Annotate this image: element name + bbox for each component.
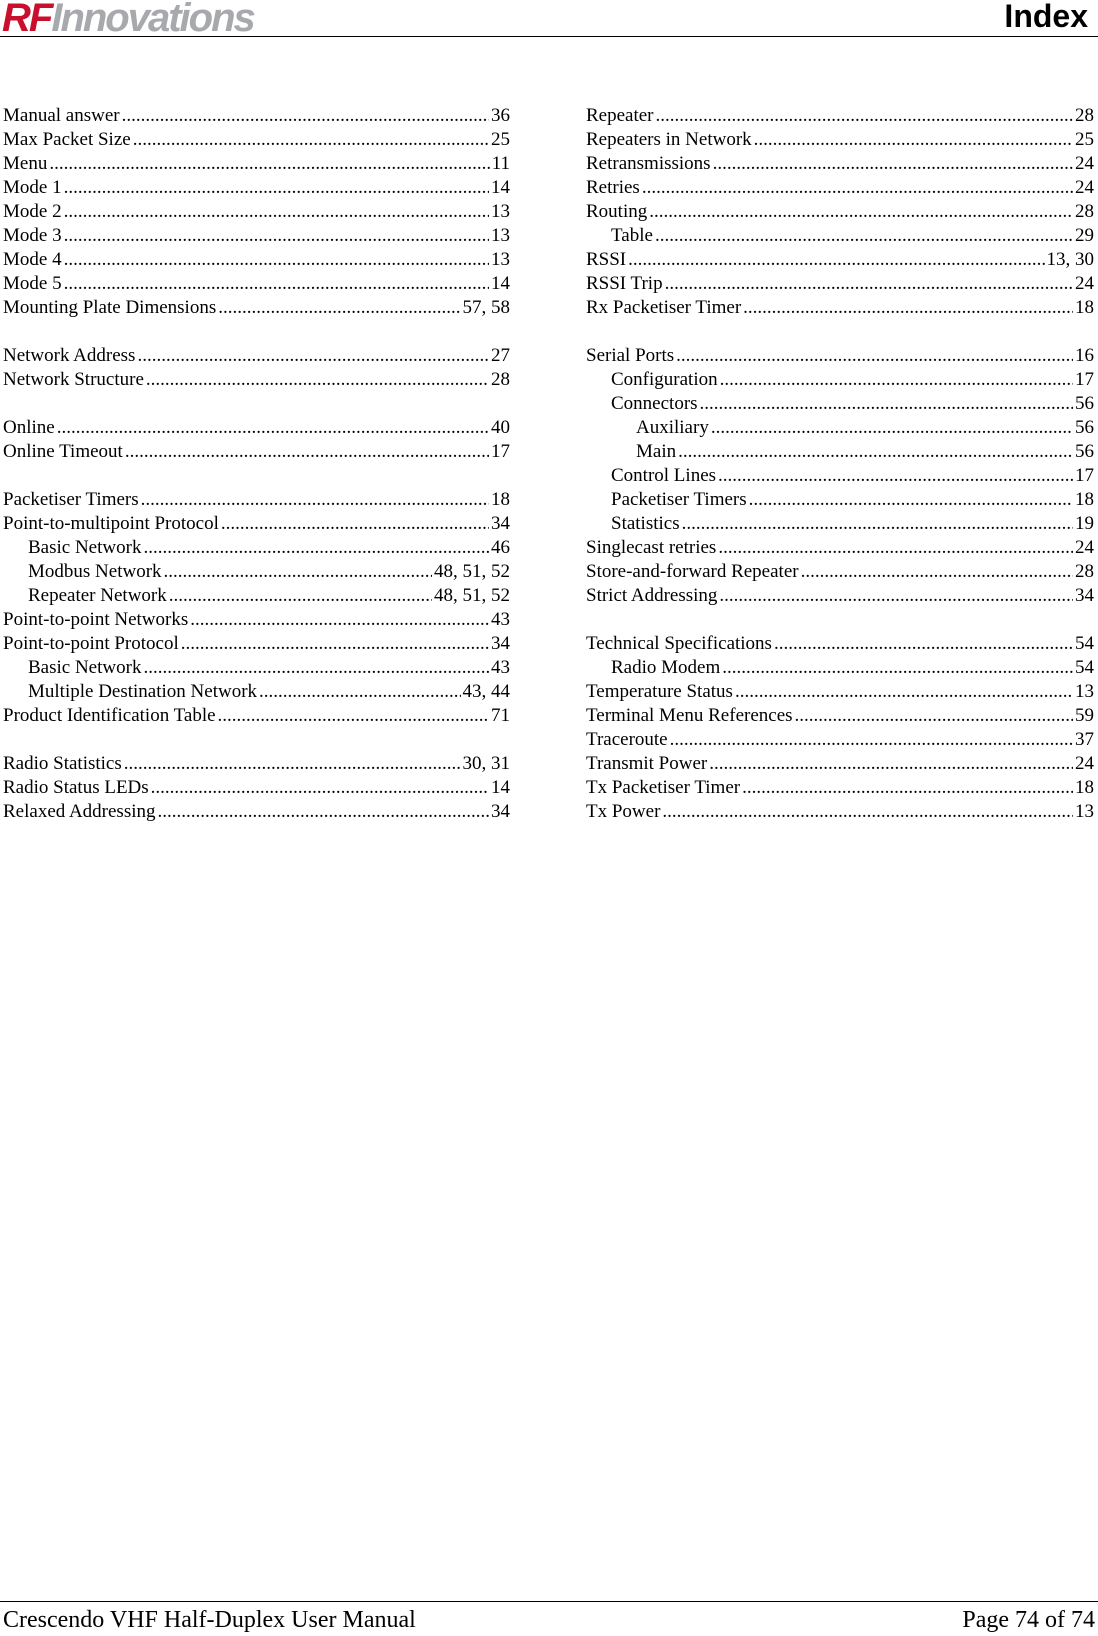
index-term: Mode 2 [3,201,62,222]
index-term: Table [611,225,653,246]
index-page-numbers: 24 [1075,753,1094,774]
index-subentry [3,584,510,608]
index-page-numbers: 16 [1075,345,1094,366]
index-entry [586,752,1094,776]
dot-leader [735,680,1073,704]
dot-leader [133,128,489,152]
dot-leader [795,704,1073,728]
dot-leader [656,104,1073,128]
index-term: Multiple Destination Network [28,681,258,702]
index-page-numbers: 13 [1075,681,1094,702]
index-entry [586,296,1094,320]
dot-leader [670,728,1073,752]
dot-leader [151,776,489,800]
index-term: Point-to-multipoint Protocol [3,513,219,534]
index-entry [3,176,510,200]
index-term: Store-and-forward Repeater [586,561,799,582]
index-term: RSSI Trip [586,273,663,294]
dot-leader [628,248,1044,272]
dot-leader [143,656,489,680]
dot-leader [711,416,1073,440]
index-page-numbers: 14 [491,273,510,294]
index-subentry [586,488,1094,512]
dot-leader [218,296,460,320]
index-entry [3,704,510,728]
index-entry [586,248,1094,272]
index-page-numbers: 19 [1075,513,1094,534]
index-page-numbers: 46 [491,537,510,558]
index-page-numbers: 57, 58 [462,297,510,318]
index-page-numbers: 40 [491,417,510,438]
dot-leader [124,752,461,776]
index-page-numbers: 43 [491,657,510,678]
dot-leader [742,776,1073,800]
index-term: Traceroute [586,729,668,750]
index-term: Menu [3,153,48,174]
dot-leader [713,152,1073,176]
index-term: Basic Network [28,657,142,678]
index-entry [586,176,1094,200]
dot-leader [649,200,1073,224]
index-subentry [3,656,510,680]
index-page-numbers: 17 [491,441,510,462]
dot-leader [125,440,489,464]
dot-leader [678,440,1073,464]
index-subentry [586,416,1094,440]
index-term: Technical Specifications [586,633,772,654]
dot-leader [749,488,1073,512]
index-entry [3,632,510,656]
dot-leader [665,272,1073,296]
index-subentry [3,680,510,704]
index-subentry [586,512,1094,536]
index-term: Mode 5 [3,273,62,294]
index-entry [3,800,510,824]
index-term: Repeaters in Network [586,129,752,150]
index-page-numbers: 30, 31 [462,753,510,774]
index-term: Singlecast retries [586,537,717,558]
index-column-right [586,104,1094,824]
index-term: Mode 3 [3,225,62,246]
dot-leader [720,368,1073,392]
dot-leader [181,632,489,656]
index-page-numbers: 25 [1075,129,1094,150]
index-term: Transmit Power [586,753,708,774]
dot-leader [190,608,489,632]
index-page-numbers: 18 [1075,297,1094,318]
index-entry [3,224,510,248]
index-page-numbers: 56 [1075,393,1094,414]
dot-leader [719,584,1073,608]
dot-leader [169,584,432,608]
dot-leader [218,704,489,728]
index-page-numbers: 48, 51, 52 [434,585,510,606]
index-term: Retries [586,177,640,198]
dot-leader [122,104,489,128]
index-page-numbers: 56 [1075,441,1094,462]
index-term: Point-to-point Networks [3,609,189,630]
dot-leader [754,128,1073,152]
index-term: Temperature Status [586,681,733,702]
index-term: Routing [586,201,648,222]
index-page-numbers: 13 [1075,801,1094,822]
index-page-numbers: 13 [491,249,510,270]
rf-innovations-logo [2,0,254,40]
index-page-numbers: 24 [1075,537,1094,558]
index-term: Max Packet Size [3,129,131,150]
index-page-numbers: 11 [491,153,510,174]
index-subentry [586,440,1094,464]
index-term: Repeater Network [28,585,167,606]
index-entry [586,344,1094,368]
index-term: Online [3,417,55,438]
index-page-numbers: 34 [491,801,510,822]
dot-leader [64,248,489,272]
index-term: Retransmissions [586,153,711,174]
dot-leader [259,680,460,704]
index-page-numbers: 34 [491,513,510,534]
index-entry [3,416,510,440]
dot-leader [642,176,1073,200]
page-header [0,0,1098,40]
index-term: Tx Power [586,801,661,822]
index-page-numbers: 18 [491,489,510,510]
index-page-numbers: 18 [1075,777,1094,798]
index-term: Radio Statistics [3,753,122,774]
dot-leader [718,536,1073,560]
index-term: Basic Network [28,537,142,558]
index-term: Product Identification Table [3,705,216,726]
index-page-numbers: 18 [1075,489,1094,510]
index-entry [3,128,510,152]
index-entry [586,128,1094,152]
index-subentry [586,464,1094,488]
index-term: Online Timeout [3,441,123,462]
index-page-numbers: 14 [491,777,510,798]
index-term: Packetiser Timers [611,489,747,510]
dot-leader [64,200,489,224]
index-entry [3,776,510,800]
index-subentry [3,560,510,584]
dot-leader [801,560,1073,584]
index-page-numbers: 54 [1075,657,1094,678]
index-subentry [586,368,1094,392]
index-term: Configuration [611,369,718,390]
dot-leader [143,536,489,560]
index-term: Relaxed Addressing [3,801,156,822]
index-entry [586,584,1094,608]
dot-leader [146,368,489,392]
dot-leader [57,416,489,440]
dot-leader [709,752,1073,776]
index-page-numbers: 29 [1075,225,1094,246]
index-page-numbers: 13 [491,201,510,222]
index-page-numbers: 13, 30 [1046,249,1094,270]
index-entry [3,272,510,296]
index-entry [3,608,510,632]
footer-page-number: Page 74 of 74 [962,1607,1095,1633]
dot-leader [722,656,1073,680]
index-entry [3,104,510,128]
index-term: Control Lines [611,465,717,486]
page-footer [0,1601,1098,1636]
dot-leader [49,152,489,176]
index-term: Point-to-point Protocol [3,633,179,654]
index-page-numbers: 13 [491,225,510,246]
index-term: Packetiser Timers [3,489,139,510]
index-term: Statistics [611,513,680,534]
index-term: Mounting Plate Dimensions [3,297,217,318]
index-entry [3,488,510,512]
index-page-numbers: 28 [1075,105,1094,126]
index-entry [3,152,510,176]
index-term: Radio Modem [611,657,721,678]
page-title: Index [1004,0,1088,34]
index-page-numbers: 24 [1075,153,1094,174]
index-entry [3,344,510,368]
dot-leader [137,344,489,368]
index-entry [3,752,510,776]
index-term: Network Structure [3,369,144,390]
dot-leader [64,224,489,248]
index-page-numbers: 56 [1075,417,1094,438]
index-subentry [3,536,510,560]
index-entry [586,560,1094,584]
index-entry [586,272,1094,296]
index-column-left [3,104,510,824]
index-page-numbers: 25 [491,129,510,150]
index-page-numbers: 27 [491,345,510,366]
dot-leader [774,632,1073,656]
dot-leader [141,488,489,512]
dot-leader [743,296,1073,320]
index-page-numbers: 34 [491,633,510,654]
index-page-numbers: 34 [1075,585,1094,606]
dot-leader [676,344,1073,368]
index-subentry [586,224,1094,248]
index-term: RSSI [586,249,627,270]
dot-leader [221,512,489,536]
index-term: Repeater [586,105,654,126]
index-entry [586,152,1094,176]
index-entry [3,368,510,392]
dot-leader [700,392,1073,416]
index-term: Radio Status LEDs [3,777,149,798]
dot-leader [64,272,489,296]
index-page-numbers: 14 [491,177,510,198]
index-term: Strict Addressing [586,585,718,606]
index-term: Terminal Menu References [586,705,793,726]
index-term: Main [636,441,677,462]
index-term: Rx Packetiser Timer [586,297,742,318]
index-page-numbers: 54 [1075,633,1094,654]
index-page-numbers: 71 [491,705,510,726]
index-term: Modbus Network [28,561,162,582]
index-term: Tx Packetiser Timer [586,777,741,798]
index-entry [586,632,1094,656]
index-page-numbers: 28 [491,369,510,390]
logo-innovations-text: Innovations [51,0,254,40]
index-page-numbers: 43, 44 [462,681,510,702]
dot-leader [718,464,1073,488]
index-entry [586,776,1094,800]
index-term: Auxiliary [636,417,709,438]
index-page-numbers: 17 [1075,465,1094,486]
logo-rf-text: RF [2,0,52,40]
index-page-numbers: 48, 51, 52 [434,561,510,582]
index-term: Mode 1 [3,177,62,198]
index-entry [586,680,1094,704]
index-entry [3,440,510,464]
index-entry [3,200,510,224]
index-entry [586,536,1094,560]
index-term: Mode 4 [3,249,62,270]
dot-leader [662,800,1073,824]
dot-leader [682,512,1073,536]
index-term: Serial Ports [586,345,675,366]
index-term: Manual answer [3,105,120,126]
index-term: Connectors [611,393,698,414]
index-page-numbers: 28 [1075,561,1094,582]
dot-leader [164,560,432,584]
index-page-numbers: 17 [1075,369,1094,390]
index-page-numbers: 28 [1075,201,1094,222]
index-entry [586,200,1094,224]
index-entry [586,104,1094,128]
index-subentry [586,656,1094,680]
index-page-numbers: 43 [491,609,510,630]
index-page-numbers: 24 [1075,273,1094,294]
index-entry [586,728,1094,752]
index-page-numbers: 24 [1075,177,1094,198]
index-entry [3,296,510,320]
index-page-numbers: 59 [1075,705,1094,726]
index-entry [3,512,510,536]
index-term: Network Address [3,345,136,366]
dot-leader [655,224,1073,248]
index-entry [3,248,510,272]
dot-leader [64,176,489,200]
index-subentry [586,392,1094,416]
footer-manual-title: Crescendo VHF Half-Duplex User Manual [3,1607,416,1633]
index-page-numbers: 37 [1075,729,1094,750]
index-page-numbers: 36 [491,105,510,126]
index-entry [586,800,1094,824]
index-entry [586,704,1094,728]
dot-leader [158,800,489,824]
